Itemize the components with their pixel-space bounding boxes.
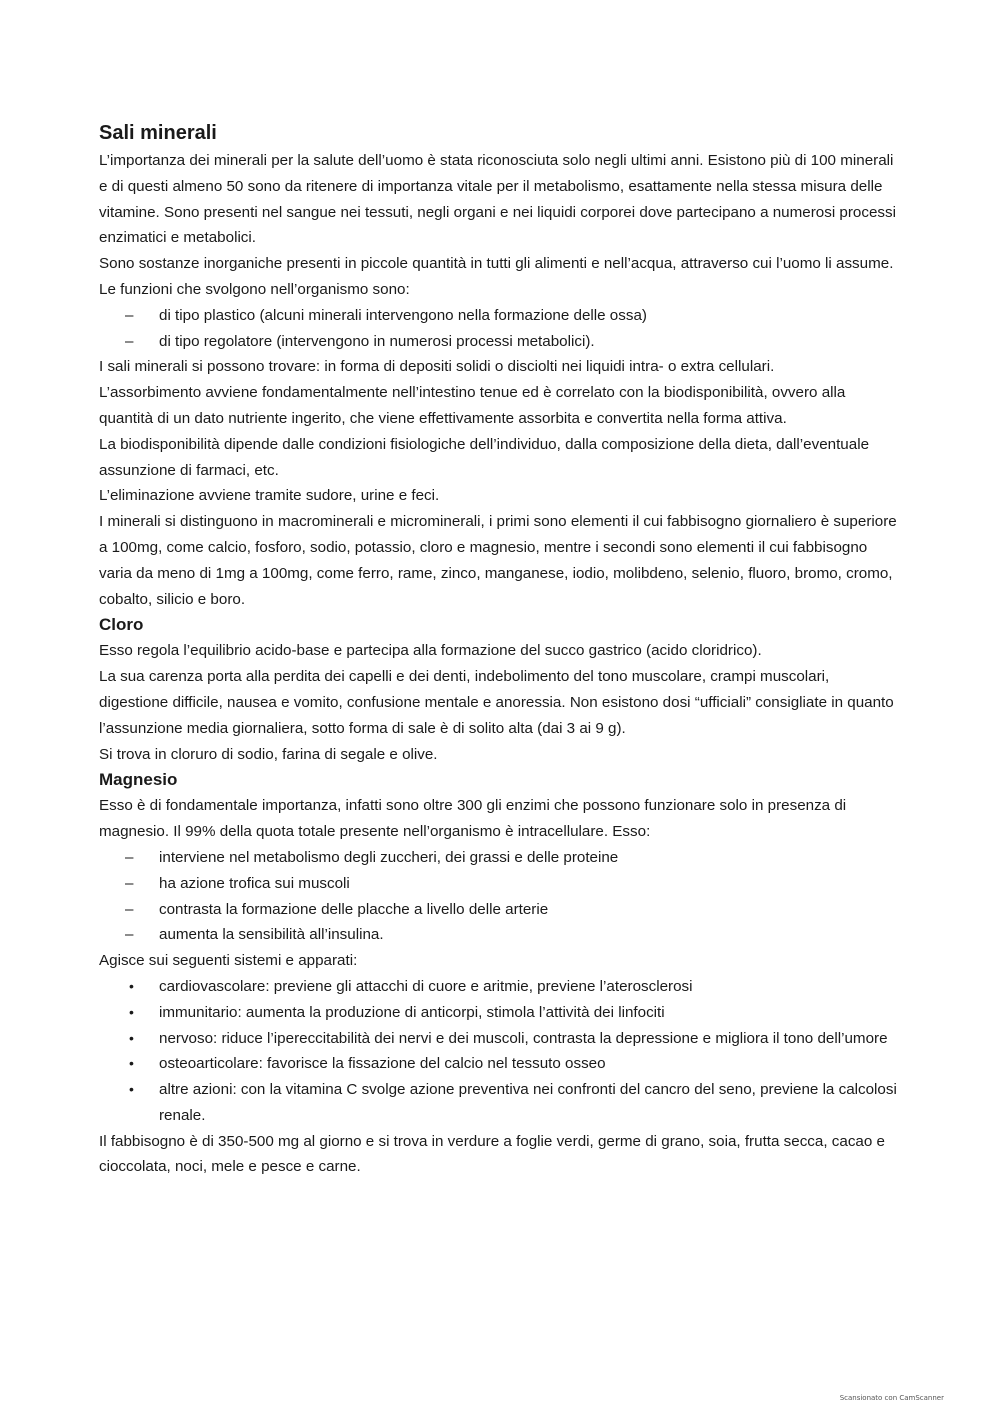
dash-marker: – — [125, 332, 134, 350]
dash-marker: – — [125, 874, 134, 892]
list-item-text: aumenta la sensibilità all’insulina. — [159, 926, 384, 944]
list-item-text: osteoarticolare: favorisce la fissazione del calcio nel tessuto osseo — [159, 1055, 606, 1073]
dash-marker: – — [125, 848, 134, 866]
list-item — [99, 303, 899, 329]
list-item — [99, 871, 899, 897]
dash-marker: – — [125, 926, 134, 944]
list-item — [99, 1051, 899, 1077]
list-item — [99, 974, 899, 1000]
paragraph: Esso regola l’equilibrio acido-base e partecipa alla formazione del succo gastrico (acido cloridrico). — [99, 642, 762, 660]
list-item — [99, 845, 899, 871]
list-item — [99, 1000, 899, 1026]
list-item-text: cardiovascolare: previene gli attacchi di cuore e aritmie, previene l’aterosclerosi — [159, 977, 693, 995]
paragraph: L’assorbimento avviene fondamentalmente nell’intestino tenue ed è correlato con la biodisponibilità, ovvero alla quantità di un dato nutriente ingerito, che viene effettivamente assorbita e convertita nella forma attiva. — [99, 384, 846, 427]
paragraph: Si trova in cloruro di sodio, farina di segale e olive. — [99, 745, 438, 763]
paragraph: L’importanza dei minerali per la salute dell’uomo è stata riconosciuta solo negli ultimi anni. Esistono più di 100 minerali e di questi almeno 50 sono da ritenere di importanza vitale per il metabolismo, esattamente nella stessa misura delle vitamine. Sono presenti nel sangue nei tessuti, negli organi e nei liquidi corporei dove partecipano a numerosi processi enzimatici e metabolici. — [99, 152, 896, 247]
document-page — [99, 118, 899, 1180]
paragraph: La sua carenza porta alla perdita dei capelli e dei denti, indebolimento del tono muscolare, crampi muscolari, digestione difficile, nausea e vomito, confusione mentale e anoressia. Non esistono dosi “ufficiali” consigliate in quanto l’assunzione media giornaliera, sotto forma di sale è di solito alta (dai 3 ai 9 g). — [99, 668, 894, 737]
list-item-text: altre azioni: con la vitamina C svolge azione preventiva nei confronti del cancro del seno, previene la calcolosi renale. — [159, 1081, 897, 1124]
paragraph: L’eliminazione avviene tramite sudore, urine e feci. — [99, 487, 440, 505]
paragraph: Esso è di fondamentale importanza, infatti sono oltre 300 gli enzimi che possono funzionare solo in presenza di magnesio. Il 99% della quota totale presente nell’organismo è intracellulare. Esso: — [99, 797, 847, 841]
list-item-text: di tipo regolatore (intervengono in numerosi processi metabolici). — [159, 332, 595, 350]
list-item-text: immunitario: aumenta la produzione di anticorpi, stimola l’attività dei linfociti — [159, 1003, 665, 1021]
bullet-marker: • — [129, 1081, 134, 1098]
list-item — [99, 897, 899, 923]
bullet-marker: • — [129, 1055, 134, 1072]
paragraph: I sali minerali si possono trovare: in forma di depositi solidi o disciolti nei liquidi intra- o extra cellulari. — [99, 358, 775, 376]
list-item-text: nervoso: riduce l’ipereccitabilità dei nervi e dei muscoli, contrasta la depressione e migliora il tono dell’umore — [159, 1029, 888, 1047]
dash-marker: – — [125, 306, 134, 324]
list-item-text: di tipo plastico (alcuni minerali intervengono nella formazione delle ossa) — [159, 306, 647, 324]
paragraph: Sono sostanze inorganiche presenti in piccole quantità in tutti gli alimenti e nell’acqua, attraverso cui l’uomo li assume. Le funzioni che svolgono nell’organismo sono: — [99, 255, 894, 298]
heading-magnesio: Magnesio — [99, 770, 178, 790]
list-item — [99, 1026, 899, 1052]
bullet-marker: • — [129, 1003, 134, 1020]
list-item — [99, 922, 899, 948]
heading-cloro: Cloro — [99, 615, 144, 635]
dash-list — [99, 845, 899, 948]
list-item-text: interviene nel metabolismo degli zuccheri, dei grassi e delle proteine — [159, 848, 619, 866]
paragraph: I minerali si distinguono in macrominerali e microminerali, i primi sono elementi il cui fabbisogno giornaliero è superiore a 100mg, come calcio, fosforo, sodio, potassio, cloro e magnesio, mentre i secondi sono elementi il cui fabbisogno varia da meno di 1mg a 100mg, come ferro, rame, zinco, manganese, iodio, molibdeno, selenio, fluoro, bromo, cromo, cobalto, silicio e boro. — [99, 513, 897, 608]
list-item — [99, 1077, 899, 1129]
paragraph: La biodisponibilità dipende dalle condizioni fisiologiche dell’individuo, dalla composizione della dieta, dall’eventuale assunzione di farmaci, etc. — [99, 435, 870, 479]
title-sali-minerali: Sali minerali — [99, 122, 217, 144]
list-item — [99, 329, 899, 355]
list-item-text: contrasta la formazione delle placche a livello delle arterie — [159, 900, 549, 918]
bullet-marker: • — [129, 1029, 134, 1046]
bullet-list — [99, 974, 899, 1129]
paragraph: Il fabbisogno è di 350-500 mg al giorno e si trova in verdure a foglie verdi, germe di grano, soia, frutta secca, cacao e cioccolata, noci, mele e pesce e carne. — [99, 1132, 885, 1176]
scanner-watermark: Scansionato con CamScanner — [839, 1394, 944, 1402]
dash-list — [99, 303, 899, 355]
dash-marker: – — [125, 900, 134, 918]
list-item-text: ha azione trofica sui muscoli — [159, 874, 350, 892]
bullet-marker: • — [129, 977, 134, 994]
paragraph: Agisce sui seguenti sistemi e apparati: — [99, 952, 358, 970]
